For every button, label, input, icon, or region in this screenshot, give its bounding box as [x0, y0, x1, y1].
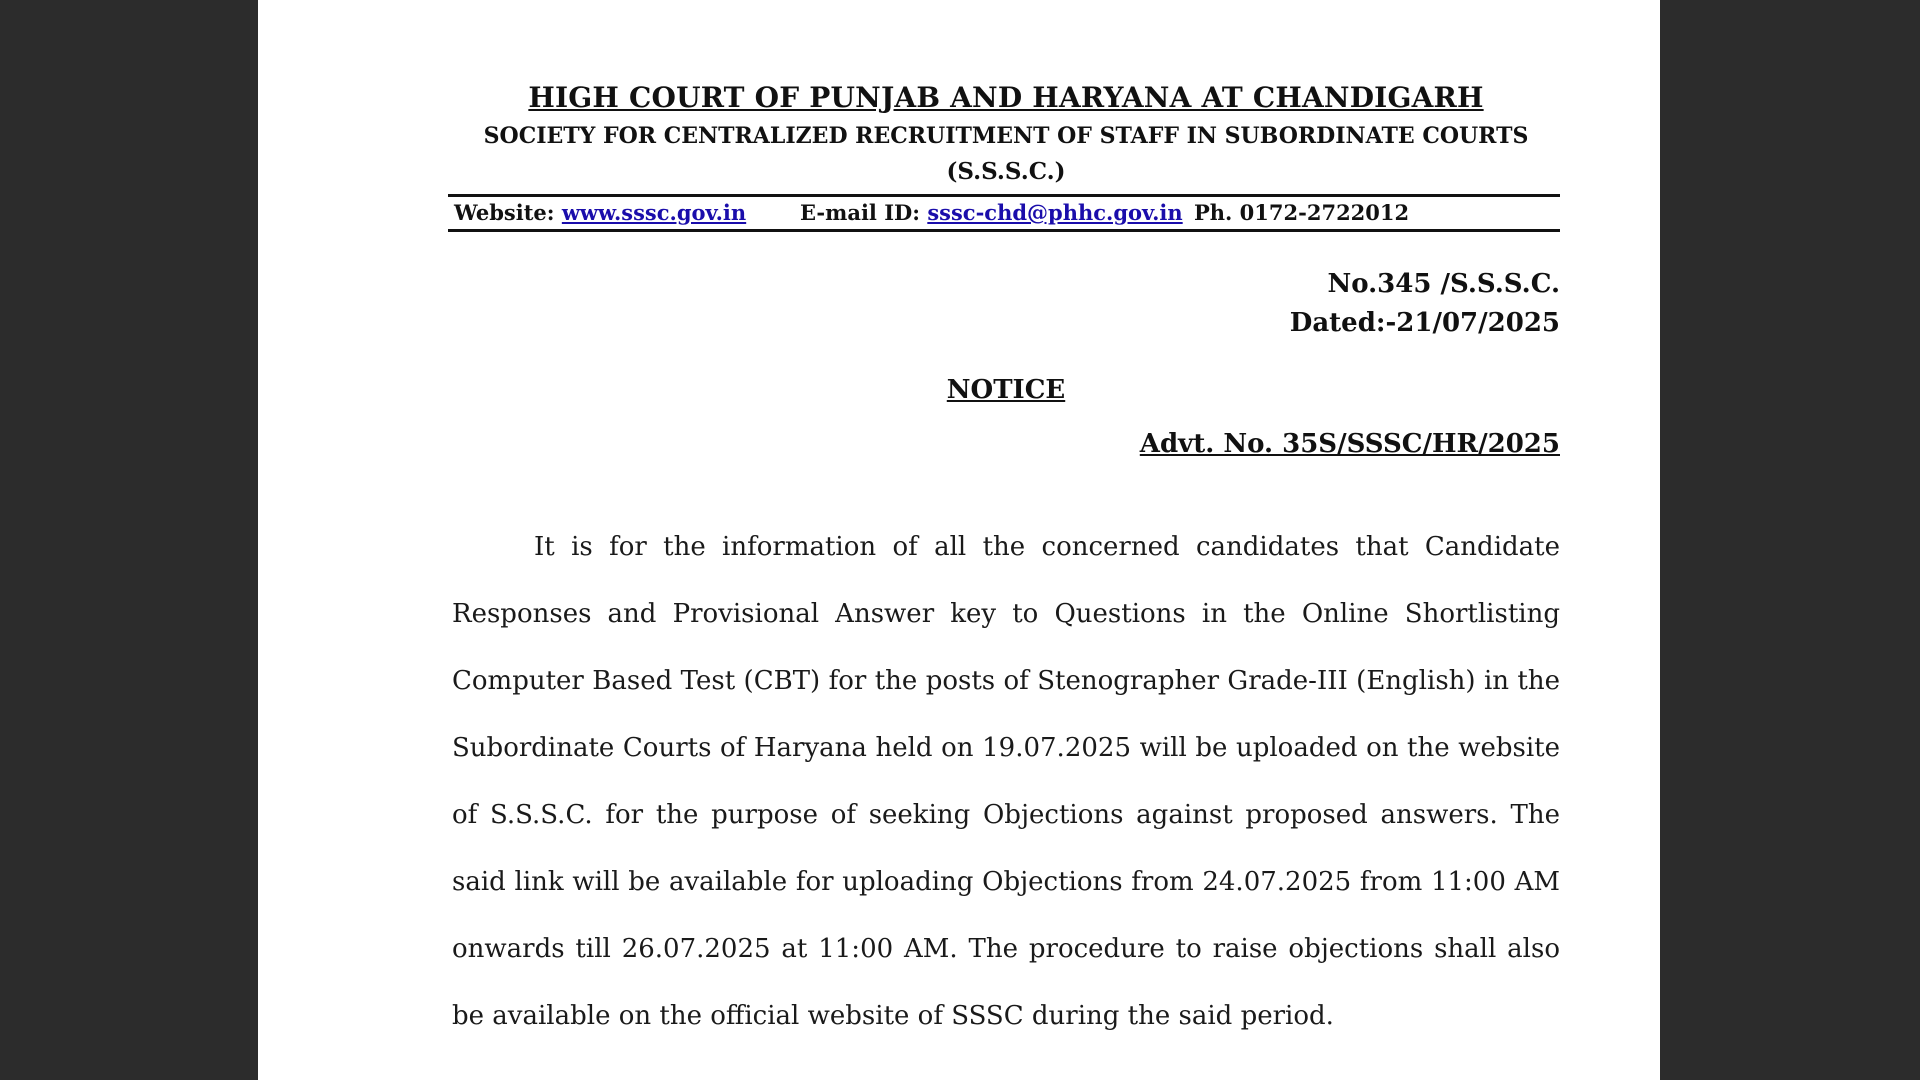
society-title: SOCIETY FOR CENTRALIZED RECRUITMENT OF STAFF IN SUBORDINATE COURTS: [483, 123, 1529, 149]
phone-number: Ph. 0172-2722012: [1194, 200, 1410, 225]
document-page: [258, 0, 1660, 1080]
email-label: E-mail ID:: [800, 200, 920, 225]
website-label: Website:: [454, 200, 555, 225]
contact-bar: [448, 194, 1560, 232]
notice-heading: NOTICE: [946, 375, 1066, 405]
website-link[interactable]: www.sssc.gov.in: [561, 200, 747, 225]
society-abbreviation: (S.S.S.C.): [946, 158, 1066, 185]
court-title: HIGH COURT OF PUNJAB AND HARYANA AT CHANDIGARH: [528, 81, 1484, 114]
email-link[interactable]: sssc-chd@phhc.gov.in: [927, 200, 1183, 225]
reference-date: Dated:-21/07/2025: [1289, 308, 1560, 338]
website-group: [454, 197, 746, 229]
reference-number: No.345 /S.S.S.C.: [1327, 269, 1560, 299]
notice-body: It is for the information of all the concerned candidates that Candidate Responses and Provisional Answer key to Questions in the Online Shortlisting Computer Based Test (CBT) for the posts of Stenographer Grade-III (English) in the Subordinate Courts of Haryana held on 19.07.2025 will be uploaded on the website of S.S.S.C. for the purpose of seeking Objections against proposed answers. The said link will be available for uploading Objections from 24.07.2025 from 11:00 AM onwards till 26.07.2025 at 11:00 AM. The procedure to raise objections shall also be available on the official website of SSSC during the said period.: [452, 532, 1560, 1031]
email-group: [800, 197, 1183, 229]
advertisement-number: Advt. No. 35S/SSSC/HR/2025: [1139, 429, 1560, 459]
